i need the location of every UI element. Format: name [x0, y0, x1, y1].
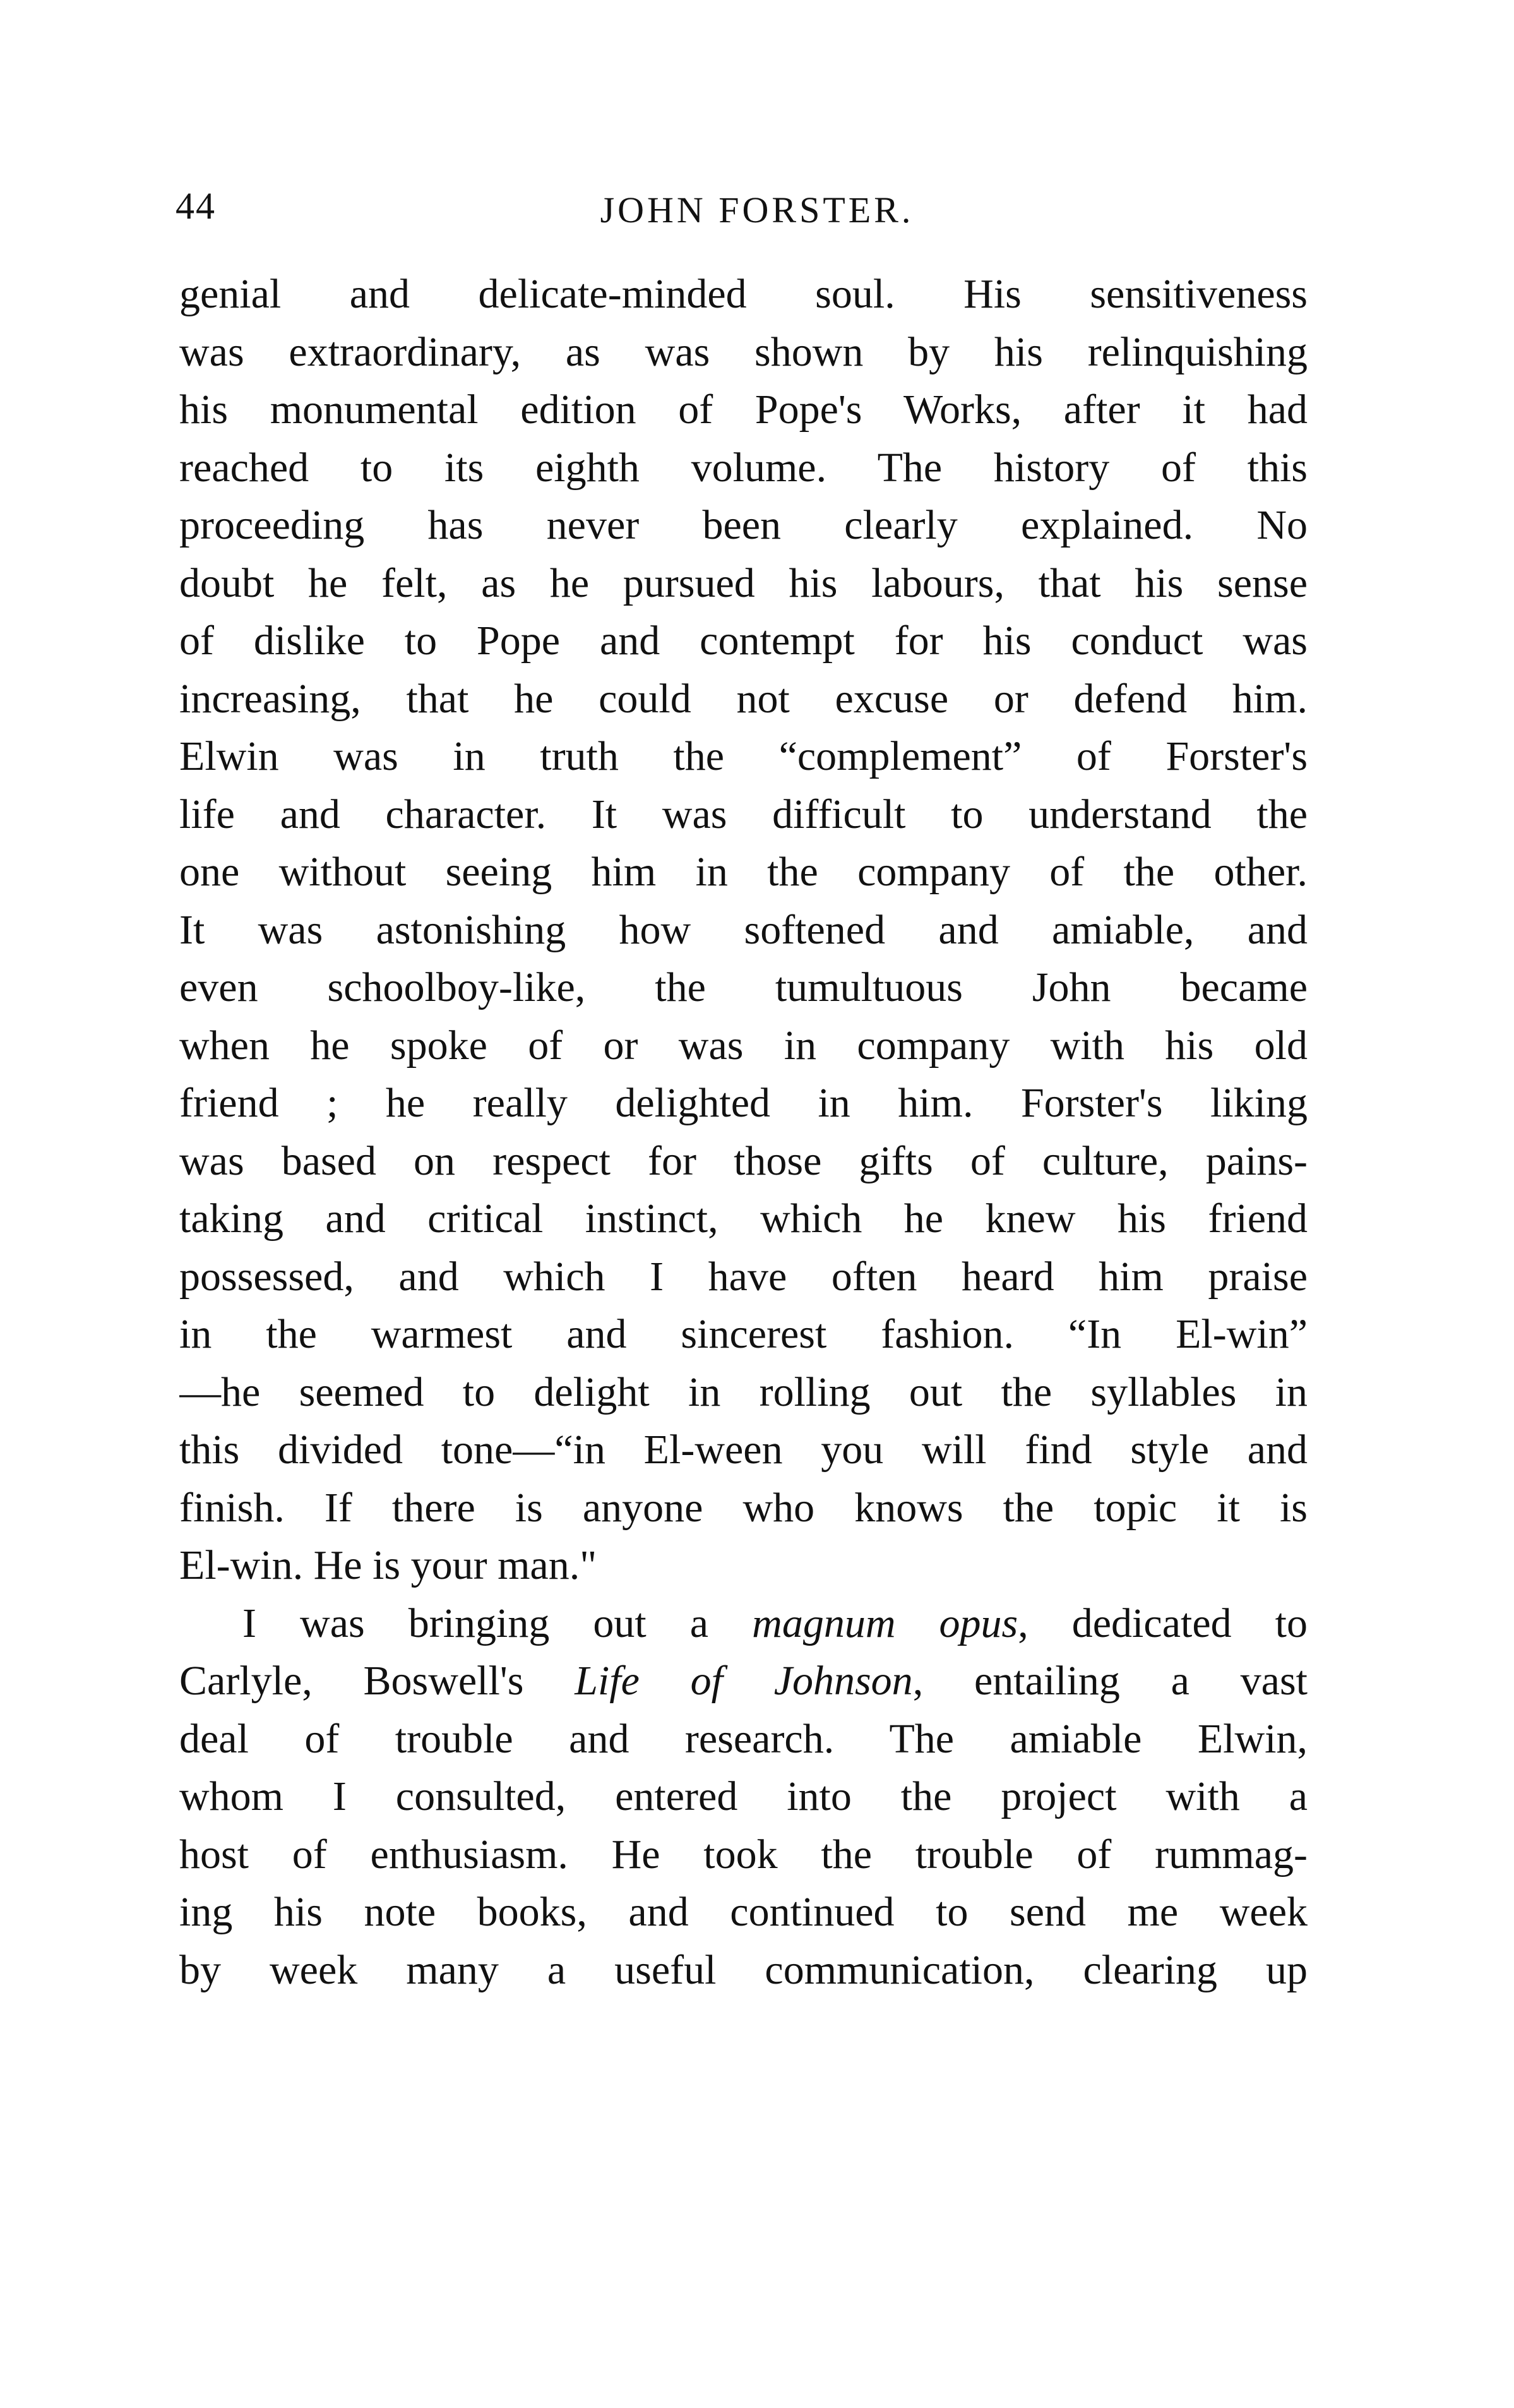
text-line: friend ; he really delighted in him. Forster's liking [179, 1080, 1308, 1126]
text-line: ing his note books, and continued to send me week [179, 1889, 1308, 1935]
text-line: one without seeing him in the company of the other. [179, 849, 1308, 895]
page-number: 44 [176, 185, 216, 227]
text-line: in the warmest and sincerest fashion. “In El-win” [179, 1311, 1308, 1357]
text-line: possessed, and which I have often heard him praise [179, 1253, 1308, 1300]
paragraph-start-line [179, 1595, 1308, 1653]
text-run: I was bringing out a [242, 1600, 753, 1646]
running-title: JOHN FORSTER. [600, 189, 914, 231]
text-line: reached to its eighth volume. The history of this [179, 444, 1308, 491]
text-line: proceeding has never been clearly explained. No [179, 502, 1308, 548]
text-line: whom I consulted, entered into the project with a [179, 1773, 1308, 1819]
text-line: of dislike to Pope and contempt for his conduct was [179, 618, 1308, 664]
text-run: , entailing a vast [912, 1658, 1308, 1704]
text-line: taking and critical instinct, which he knew his friend [179, 1195, 1308, 1242]
text-line: genial and delicate-minded soul. His sensitiveness [179, 271, 1308, 317]
text-line: —he seemed to delight in rolling out the syllables in [179, 1369, 1308, 1415]
text-line: by week many a useful communication, clearing up [179, 1946, 1308, 1993]
text-line: El-win. He is your man." [179, 1542, 597, 1588]
text-line [179, 1652, 1308, 1710]
text-line: It was astonishing how softened and amiable, and [179, 906, 1308, 953]
text-line: doubt he felt, as he pursued his labours, that his sense [179, 560, 1308, 606]
text-line: Elwin was in truth the “complement” of Forster's [179, 733, 1308, 779]
text-line: life and character. It was difficult to understand the [179, 791, 1308, 837]
text-line: even schoolboy-like, the tumultuous John became [179, 964, 1308, 1010]
text-line: increasing, that he could not excuse or defend him. [179, 675, 1308, 722]
text-line: host of enthusiasm. He took the trouble of rummag- [179, 1831, 1308, 1878]
text-line: was based on respect for those gifts of culture, pains- [179, 1137, 1308, 1184]
text-line: his monumental edition of Pope's Works, after it had [179, 386, 1308, 433]
text-run: , dedicated to [1018, 1600, 1308, 1646]
body-text [179, 265, 1308, 1999]
text-line: deal of trouble and research. The amiable Elwin, [179, 1715, 1308, 1762]
text-line: when he spoke of or was in company with his old [179, 1022, 1308, 1069]
italic-title: magnum opus [752, 1600, 1018, 1646]
text-line: was extraordinary, as was shown by his relinquishing [179, 328, 1308, 375]
text-line: this divided tone—“in El-ween you will find style and [179, 1427, 1308, 1473]
text-line: finish. If there is anyone who knows the topic it is [179, 1484, 1308, 1531]
text-run: Carlyle, Boswell's [179, 1658, 575, 1704]
italic-title: Life of Johnson [575, 1658, 913, 1704]
